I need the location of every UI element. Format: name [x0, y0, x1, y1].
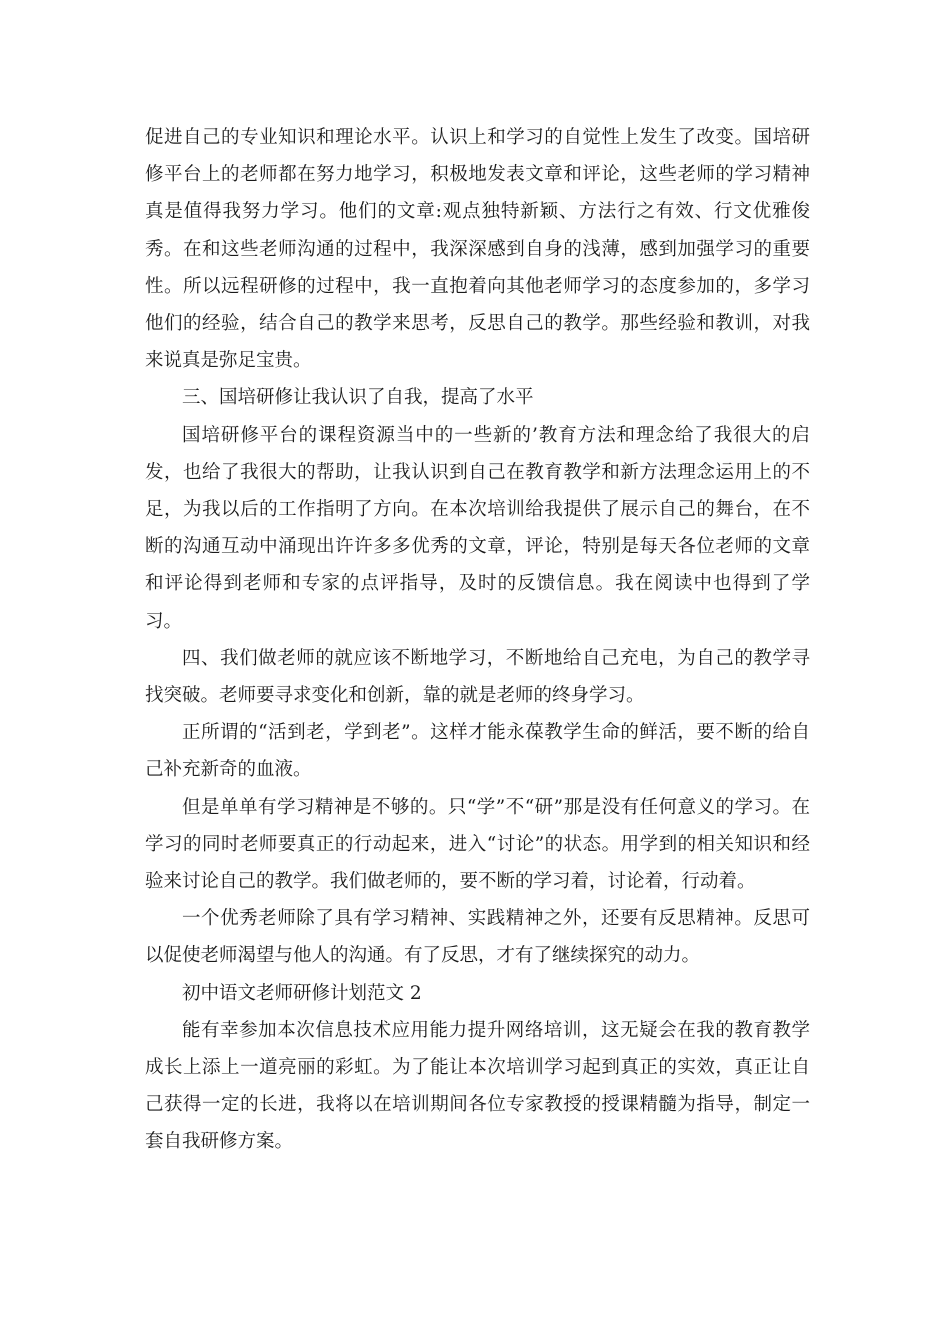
document-body	[145, 119, 810, 1161]
paragraph: 正所谓的“活到老，学到老”。这样才能永葆教学生命的鲜活，要不断的给自己补充新奇的血液。	[145, 722, 810, 781]
section-heading-three: 三、国培研修让我认识了自我，提高了水平	[182, 387, 534, 409]
paragraph: 能有幸参加本次信息技术应用能力提升网络培训，这无疑会在我的教育教学成长上添上一道亮丽的彩虹。为了能让本次培训学习起到真正的实效，真正让自己获得一定的长进，我将以在培训期间各位专家教授的授课精髓为指导，制定一套自我研修方案。	[145, 1019, 810, 1153]
paragraph-continuation: 促进自己的专业知识和理论水平。认识上和学习的自觉性上发生了改变。国培研修平台上的老师都在努力地学习，积极地发表文章和评论，这些老师的学习精神真是值得我努力学习。他们的文章:观点独特新颖、方法行之有效、行文优雅俊秀。在和这些老师沟通的过程中，我深深感到自身的浅薄，感到加强学习的重要性。所以远程研修的过程中，我一直抱着向其他老师学习的态度参加的，多学习他们的经验，结合自己的教学来思考，反思自己的教学。那些经验和教训，对我来说真是弥足宝贵。	[145, 127, 810, 372]
paragraph: 但是单单有学习精神是不够的。只“学”不“研”那是没有任何意义的学习。在学习的同时老师要真正的行动起来，进入“讨论”的状态。用学到的相关知识和经验来讨论自己的教学。我们做老师的，要不断的学习着，讨论着，行动着。	[145, 796, 810, 893]
paragraph: 一个优秀老师除了具有学习精神、实践精神之外，还要有反思精神。反思可以促使老师渴望与他人的沟通。有了反思，才有了继续探究的动力。	[145, 908, 810, 967]
paragraph: 国培研修平台的课程资源当中的一些新的’教育方法和理念给了我很大的启发，也给了我很大的帮助，让我认识到自己在教育教学和新方法理念运用上的不足，为我以后的工作指明了方向。在本次培训给我提供了展示自己的舞台，在不断的沟通互动中涌现出许许多多优秀的文章，评论，特别是每天各位老师的文章和评论得到老师和专家的点评指导，及时的反馈信息。我在阅读中也得到了学习。	[145, 424, 810, 632]
article-title: 初中语文老师研修计划范文 2	[182, 982, 422, 1004]
section-heading-four: 四、我们做老师的就应该不断地学习，不断地给自己充电，为自己的教学寻找突破。老师要寻求变化和创新，靠的就是老师的终身学习。	[145, 647, 810, 707]
